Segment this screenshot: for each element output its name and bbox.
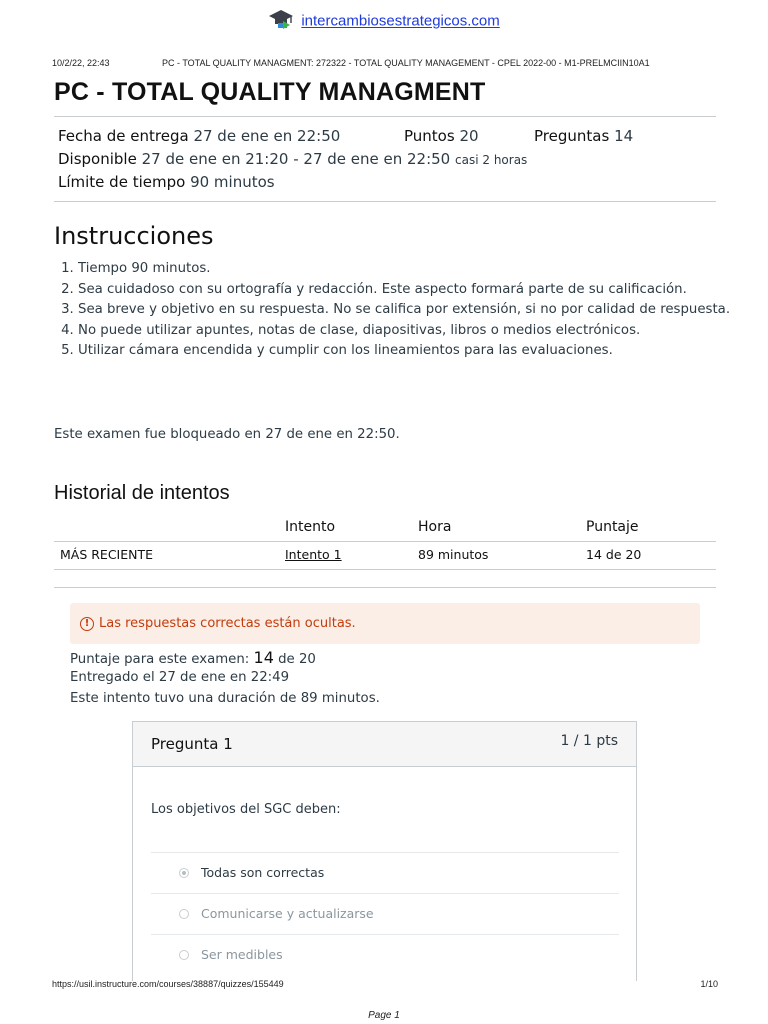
column-header-attempt: Intento [285, 519, 336, 535]
print-footer [52, 979, 718, 989]
column-header-score: Puntaje [586, 519, 639, 535]
column-header-time: Hora [418, 519, 452, 535]
questions-value: 14 [614, 127, 634, 145]
question-points: 1 / 1 pts [560, 733, 618, 749]
answer-option[interactable] [151, 934, 619, 974]
score-total: de 20 [278, 652, 316, 667]
radio-icon [179, 909, 189, 919]
questions-label: Preguntas [534, 127, 610, 145]
list-item: 2. Sea cuidadoso con su ortografía y redacción. Este aspecto formará parte de su calificación. [78, 280, 738, 301]
history-row-label: MÁS RECIENTE [60, 547, 154, 562]
history-row-score: 14 de 20 [586, 547, 642, 562]
print-header [52, 58, 718, 68]
hidden-answers-alert [70, 603, 700, 644]
page-label: Page 1 [368, 1010, 400, 1021]
instructions-list [54, 259, 738, 362]
time-limit-label: Límite de tiempo [58, 173, 186, 191]
available-label: Disponible [58, 150, 137, 168]
due-label: Fecha de entrega [58, 127, 189, 145]
table-row [285, 547, 342, 562]
instructions-heading: Instrucciones [54, 222, 214, 250]
points-meta [404, 127, 479, 145]
list-item: 1. Tiempo 90 minutos. [78, 259, 738, 280]
answer-label: Comunicarse y actualizarse [201, 906, 374, 921]
time-limit-value: 90 minutos [190, 173, 275, 191]
print-url: https://usil.instructure.com/courses/38887/quizzes/155449 [52, 979, 284, 989]
print-title: PC - TOTAL QUALITY MANAGMENT: 272322 - TOTAL QUALITY MANAGEMENT - CPEL 2022-00 - M1-PRELMCIIN10A1 [162, 58, 650, 68]
submitted-line: Entregado el 27 de ene en 22:49 [70, 670, 290, 685]
warning-icon: ! [80, 617, 94, 631]
list-item: 4. No puede utilizar apuntes, notas de clase, diapositivas, libros o medios electrónicos. [78, 321, 738, 342]
points-value: 20 [459, 127, 479, 145]
divider [54, 587, 716, 588]
history-row-time: 89 minutos [418, 547, 489, 562]
table-divider [54, 569, 716, 570]
radio-icon [179, 950, 189, 960]
question-title: Pregunta 1 [151, 735, 233, 753]
radio-selected-icon [179, 868, 189, 878]
list-item: 5. Utilizar cámara encendida y cumplir con los lineamientos para las evaluaciones. [78, 341, 738, 362]
answer-label: Todas son correctas [201, 865, 325, 880]
answer-option[interactable] [151, 893, 619, 933]
quiz-meta-row-3 [58, 173, 275, 191]
divider [54, 201, 716, 202]
history-heading: Historial de intentos [54, 482, 230, 504]
answer-option[interactable] [151, 852, 619, 892]
available-value: 27 de ene en 21:20 - 27 de ene en 22:50 [141, 150, 451, 168]
print-page-count: 1/10 [700, 979, 718, 989]
question-text: Los objetivos del SGC deben: [151, 802, 341, 817]
quiz-meta-row-1 [58, 127, 340, 145]
print-timestamp: 10/2/22, 22:43 [52, 58, 110, 68]
answer-label: Ser medibles [201, 947, 283, 962]
duration-line: Este intento tuvo una duración de 89 minutos. [70, 691, 380, 706]
quiz-meta-row-2 [58, 150, 527, 168]
due-value: 27 de ene en 22:50 [193, 127, 341, 145]
divider [54, 116, 716, 117]
question-header [133, 722, 636, 767]
available-note: casi 2 horas [455, 153, 528, 167]
locked-notice: Este examen fue bloqueado en 27 de ene en 22:50. [54, 427, 400, 442]
question-card [132, 721, 637, 981]
attempt-link[interactable]: Intento 1 [285, 547, 342, 562]
score-label: Puntaje para este examen: [70, 652, 250, 667]
table-divider [54, 541, 716, 542]
score-line [70, 648, 316, 667]
points-label: Puntos [404, 127, 455, 145]
graduation-cap-icon [268, 8, 294, 34]
questions-meta [534, 127, 633, 145]
list-item: 3. Sea breve y objetivo en su respuesta. No se califica por extensión, si no por calidad de respuesta. [78, 300, 738, 321]
watermark-link[interactable]: intercambiosestrategicos.com [301, 12, 500, 30]
page-title: PC - TOTAL QUALITY MANAGMENT [54, 78, 486, 106]
watermark [0, 8, 768, 36]
score-value: 14 [253, 648, 274, 667]
alert-text: Las respuestas correctas están ocultas. [99, 616, 356, 631]
